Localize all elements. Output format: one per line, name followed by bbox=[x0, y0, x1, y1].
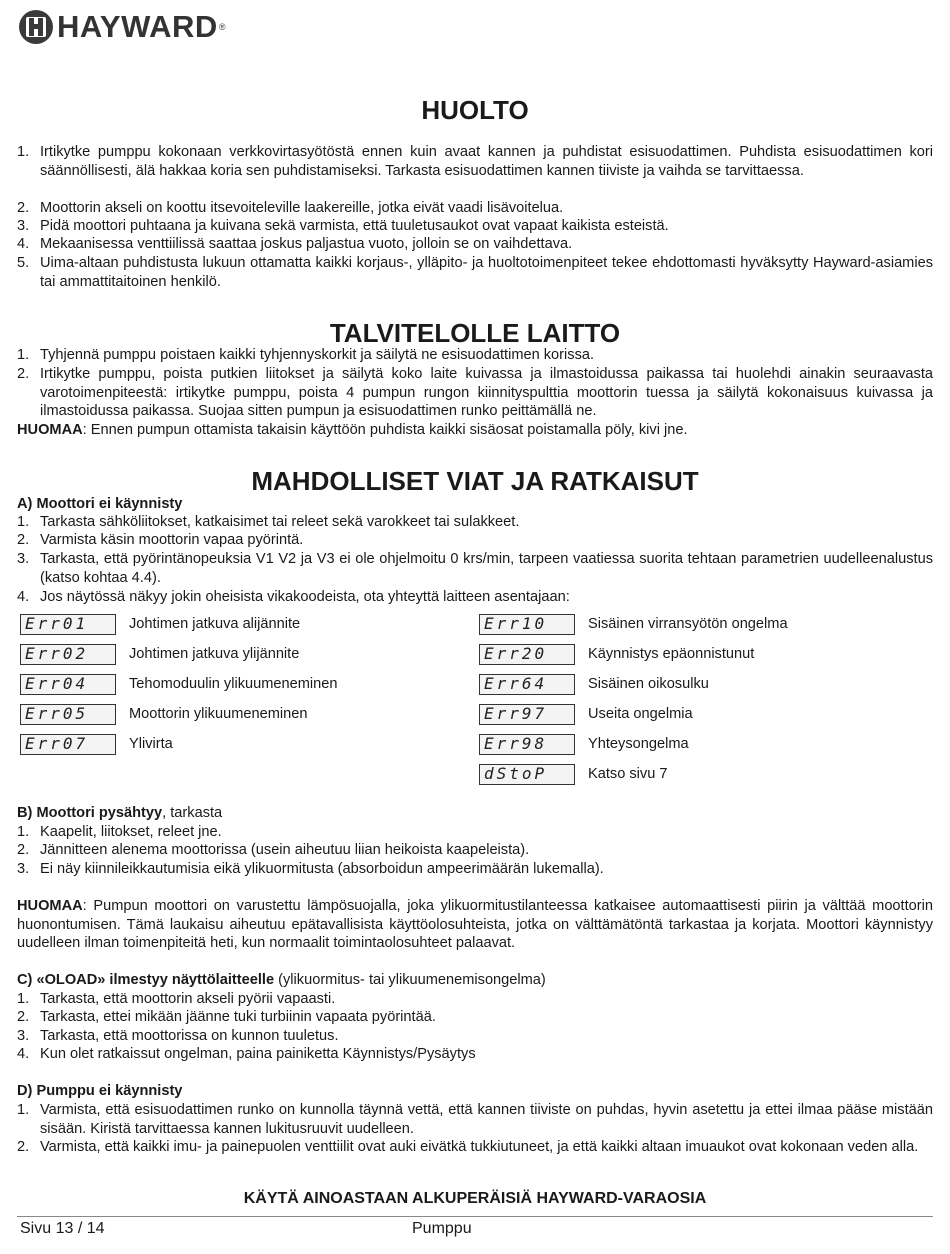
section-title-viat: MAHDOLLISET VIAT JA RATKAISUT bbox=[251, 466, 699, 496]
lcd-code: Err10 bbox=[479, 614, 575, 635]
list-item: 2. Irtikytke pumppu, poista putkien liitokset ja säilytä koko laite kuivassa ja ilmastoidussa paikassa tai huolehdi ainakin seuraavasta varotoimenpiteestä: irtikytke pumppu, poista 4 pumpun rungon kiinnityspulttia moottorin tuessa ja säilytä kokonaisuus kuivassa ja ilmastoidussa paikassa. Suojaa sitten pumpun ja esisuodattimen runko peittämällä ne. bbox=[17, 366, 933, 420]
list-item: 1. Varmista, että esisuodattimen runko on kunnolla täynnä vettä, että kannen tiiviste on puhdas, hyvin asetettu ja ettei ilmaa pääse mistään sisään. Kiristä tarvittaessa kannen lukitusruuvit uudelleen. bbox=[17, 1102, 933, 1137]
list-item: 1. Kaapelit, liitokset, releet jne. bbox=[17, 824, 222, 840]
error-code-row: Err98 Yhteysongelma bbox=[479, 732, 689, 756]
list-item: 5. Uima-altaan puhdistusta lukuun ottamatta kaikki korjaus-, ylläpito- ja huoltotoimenpiteet tekee ehdottomasti hyväksytty Hayward-asiamies tai ammattitaitoinen henkilö. bbox=[17, 255, 933, 290]
page-number: Sivu 13 / 14 bbox=[20, 1220, 105, 1237]
section-title-talvi: TALVITELOLLE LAITTO bbox=[329, 318, 621, 348]
list-item: 4. Mekaanisessa venttiilissä saattaa joskus paljastua vuoto, jolloin se on vaihdettava. bbox=[17, 236, 573, 252]
registered-mark: ® bbox=[218, 21, 226, 32]
list-item: 2. Moottorin akseli on koottu itsevoiteleville laakereille, jotka eivät vaadi lisävoitelua. bbox=[17, 200, 564, 216]
note-paragraph: HUOMAA: Pumpun moottori on varustettu lämpösuojalla, joka ylikuormitustilanteessa katkaisee automaattisesti piirin ja välttää moottorin huonontumisen. Tämä laukaisu aiheutuu epätavallisista käyttöolosuhteista, jotka on välttämätöntä tarkastaa ja korjata. Moottori käynnistyy uudelleen ilman toimenpiteitä heti, kun normaalit toimintaolosuhteet palaavat. bbox=[17, 898, 933, 952]
lcd-code: Err20 bbox=[479, 644, 575, 665]
section-title-huolto: HUOLTO bbox=[421, 95, 529, 125]
lcd-code: Err02 bbox=[20, 644, 116, 665]
subheading-c: C) «OLOAD» ilmestyy näyttölaitteelle (ylikuormitus- tai ylikuumenemisongelma) bbox=[17, 972, 546, 988]
list-item: 4. Jos näytössä näkyy jokin oheisista vikakoodeista, ota yhteyttä laitteen asentajaan: bbox=[17, 589, 570, 605]
list-item: 2. Tarkasta, ettei mikään jäänne tuki turbiinin vapaata pyörintää. bbox=[17, 1009, 436, 1025]
list-item: 1. Tarkasta sähköliitokset, katkaisimet tai releet sekä varokkeet tai sulakkeet. bbox=[17, 514, 520, 530]
list-item: 3. Pidä moottori puhtaana ja kuivana sekä varmista, että tuuletusaukot ovat vapaat kaikista esteistä. bbox=[17, 218, 669, 234]
error-code-row: Err05 Moottorin ylikuumeneminen bbox=[20, 702, 307, 726]
note-paragraph: HUOMAA: Ennen pumpun ottamista takaisin käyttöön puhdista kaikki sisäosat poistamalla pöly, kivi jne. bbox=[17, 422, 688, 438]
lcd-code: Err05 bbox=[20, 704, 116, 725]
list-item: 3. Tarkasta, että moottorissa on kunnon tuuletus. bbox=[17, 1028, 339, 1044]
lcd-code: Err01 bbox=[20, 614, 116, 635]
original-parts-notice: KÄYTÄ AINOASTAAN ALKUPERÄISIÄ HAYWARD-VARAOSIA bbox=[243, 1190, 707, 1207]
footer-product: Pumppu bbox=[412, 1220, 472, 1237]
list-item: 2. Varmista, että kaikki imu- ja painepuolen venttiilit ovat auki eivätkä tukkiutuneet, ja että kaikki altaan imuaukot ovat kokonaan veden alla. bbox=[17, 1139, 919, 1155]
error-code-row: Err01 Johtimen jatkuva alijännite bbox=[20, 612, 300, 636]
list-item: 4. Kun olet ratkaissut ongelman, paina painiketta Käynnistys/Pysäytys bbox=[17, 1046, 476, 1062]
footer-divider bbox=[17, 1216, 933, 1217]
lcd-code: Err98 bbox=[479, 734, 575, 755]
error-code-row: Err02 Johtimen jatkuva ylijännite bbox=[20, 642, 299, 666]
lcd-code: Err07 bbox=[20, 734, 116, 755]
brand-name: HAYWARD bbox=[57, 8, 218, 44]
error-code-row: dStoP Katso sivu 7 bbox=[479, 762, 668, 786]
list-item: 1. Tarkasta, että moottorin akseli pyörii vapaasti. bbox=[17, 991, 336, 1007]
subheading-b: B) Moottori pysähtyy, tarkasta bbox=[17, 805, 223, 821]
error-code-row: Err10 Sisäinen virransyötön ongelma bbox=[479, 612, 788, 636]
error-code-row: Err64 Sisäinen oikosulku bbox=[479, 672, 709, 696]
list-item: 3. Tarkasta, että pyörintänopeuksia V1 V2 ja V3 ei ole ohjelmoitu 0 krs/min, tarpeen vaatiessa suorita tehtaan parametrien uudelleenalustus (katso kohtaa 4.4). bbox=[17, 551, 933, 586]
error-code-row: Err04 Tehomoduulin ylikuumeneminen bbox=[20, 672, 338, 696]
lcd-code: Err64 bbox=[479, 674, 575, 695]
lcd-code: Err97 bbox=[479, 704, 575, 725]
list-item: 1. Irtikytke pumppu kokonaan verkkovirtasyötöstä ennen kuin avaat kannen ja puhdistat esisuodattimen. Puhdista esisuodattimen kori säännöllisesti, älä hakkaa koria sen puhdistamiseksi. Tarkasta esisuodattimen kannen tiiviste ja vaihda se tarvittaessa. bbox=[17, 144, 933, 179]
hayward-logo bbox=[19, 9, 225, 45]
subheading-d: D) Pumppu ei käynnisty bbox=[17, 1083, 183, 1099]
lcd-code: dStoP bbox=[479, 764, 575, 785]
list-item: 3. Ei näy kiinnileikkautumisia eikä ylikuormitusta (absorboidun ampeerimäärän lukemalla). bbox=[17, 861, 604, 877]
subheading-a: A) Moottori ei käynnisty bbox=[17, 496, 183, 512]
error-code-row: Err07 Ylivirta bbox=[20, 732, 173, 756]
hayward-logo-icon bbox=[19, 10, 53, 44]
lcd-code: Err04 bbox=[20, 674, 116, 695]
list-item: 2. Jännitteen alenema moottorissa (usein aiheutuu liian heikoista kaapeleista). bbox=[17, 842, 530, 858]
list-item: 2. Varmista käsin moottorin vapaa pyörintä. bbox=[17, 532, 304, 548]
error-code-row: Err20 Käynnistys epäonnistunut bbox=[479, 642, 754, 666]
error-code-row: Err97 Useita ongelmia bbox=[479, 702, 693, 726]
list-item: 1. Tyhjennä pumppu poistaen kaikki tyhjennyskorkit ja säilytä ne esisuodattimen korissa. bbox=[17, 347, 595, 363]
